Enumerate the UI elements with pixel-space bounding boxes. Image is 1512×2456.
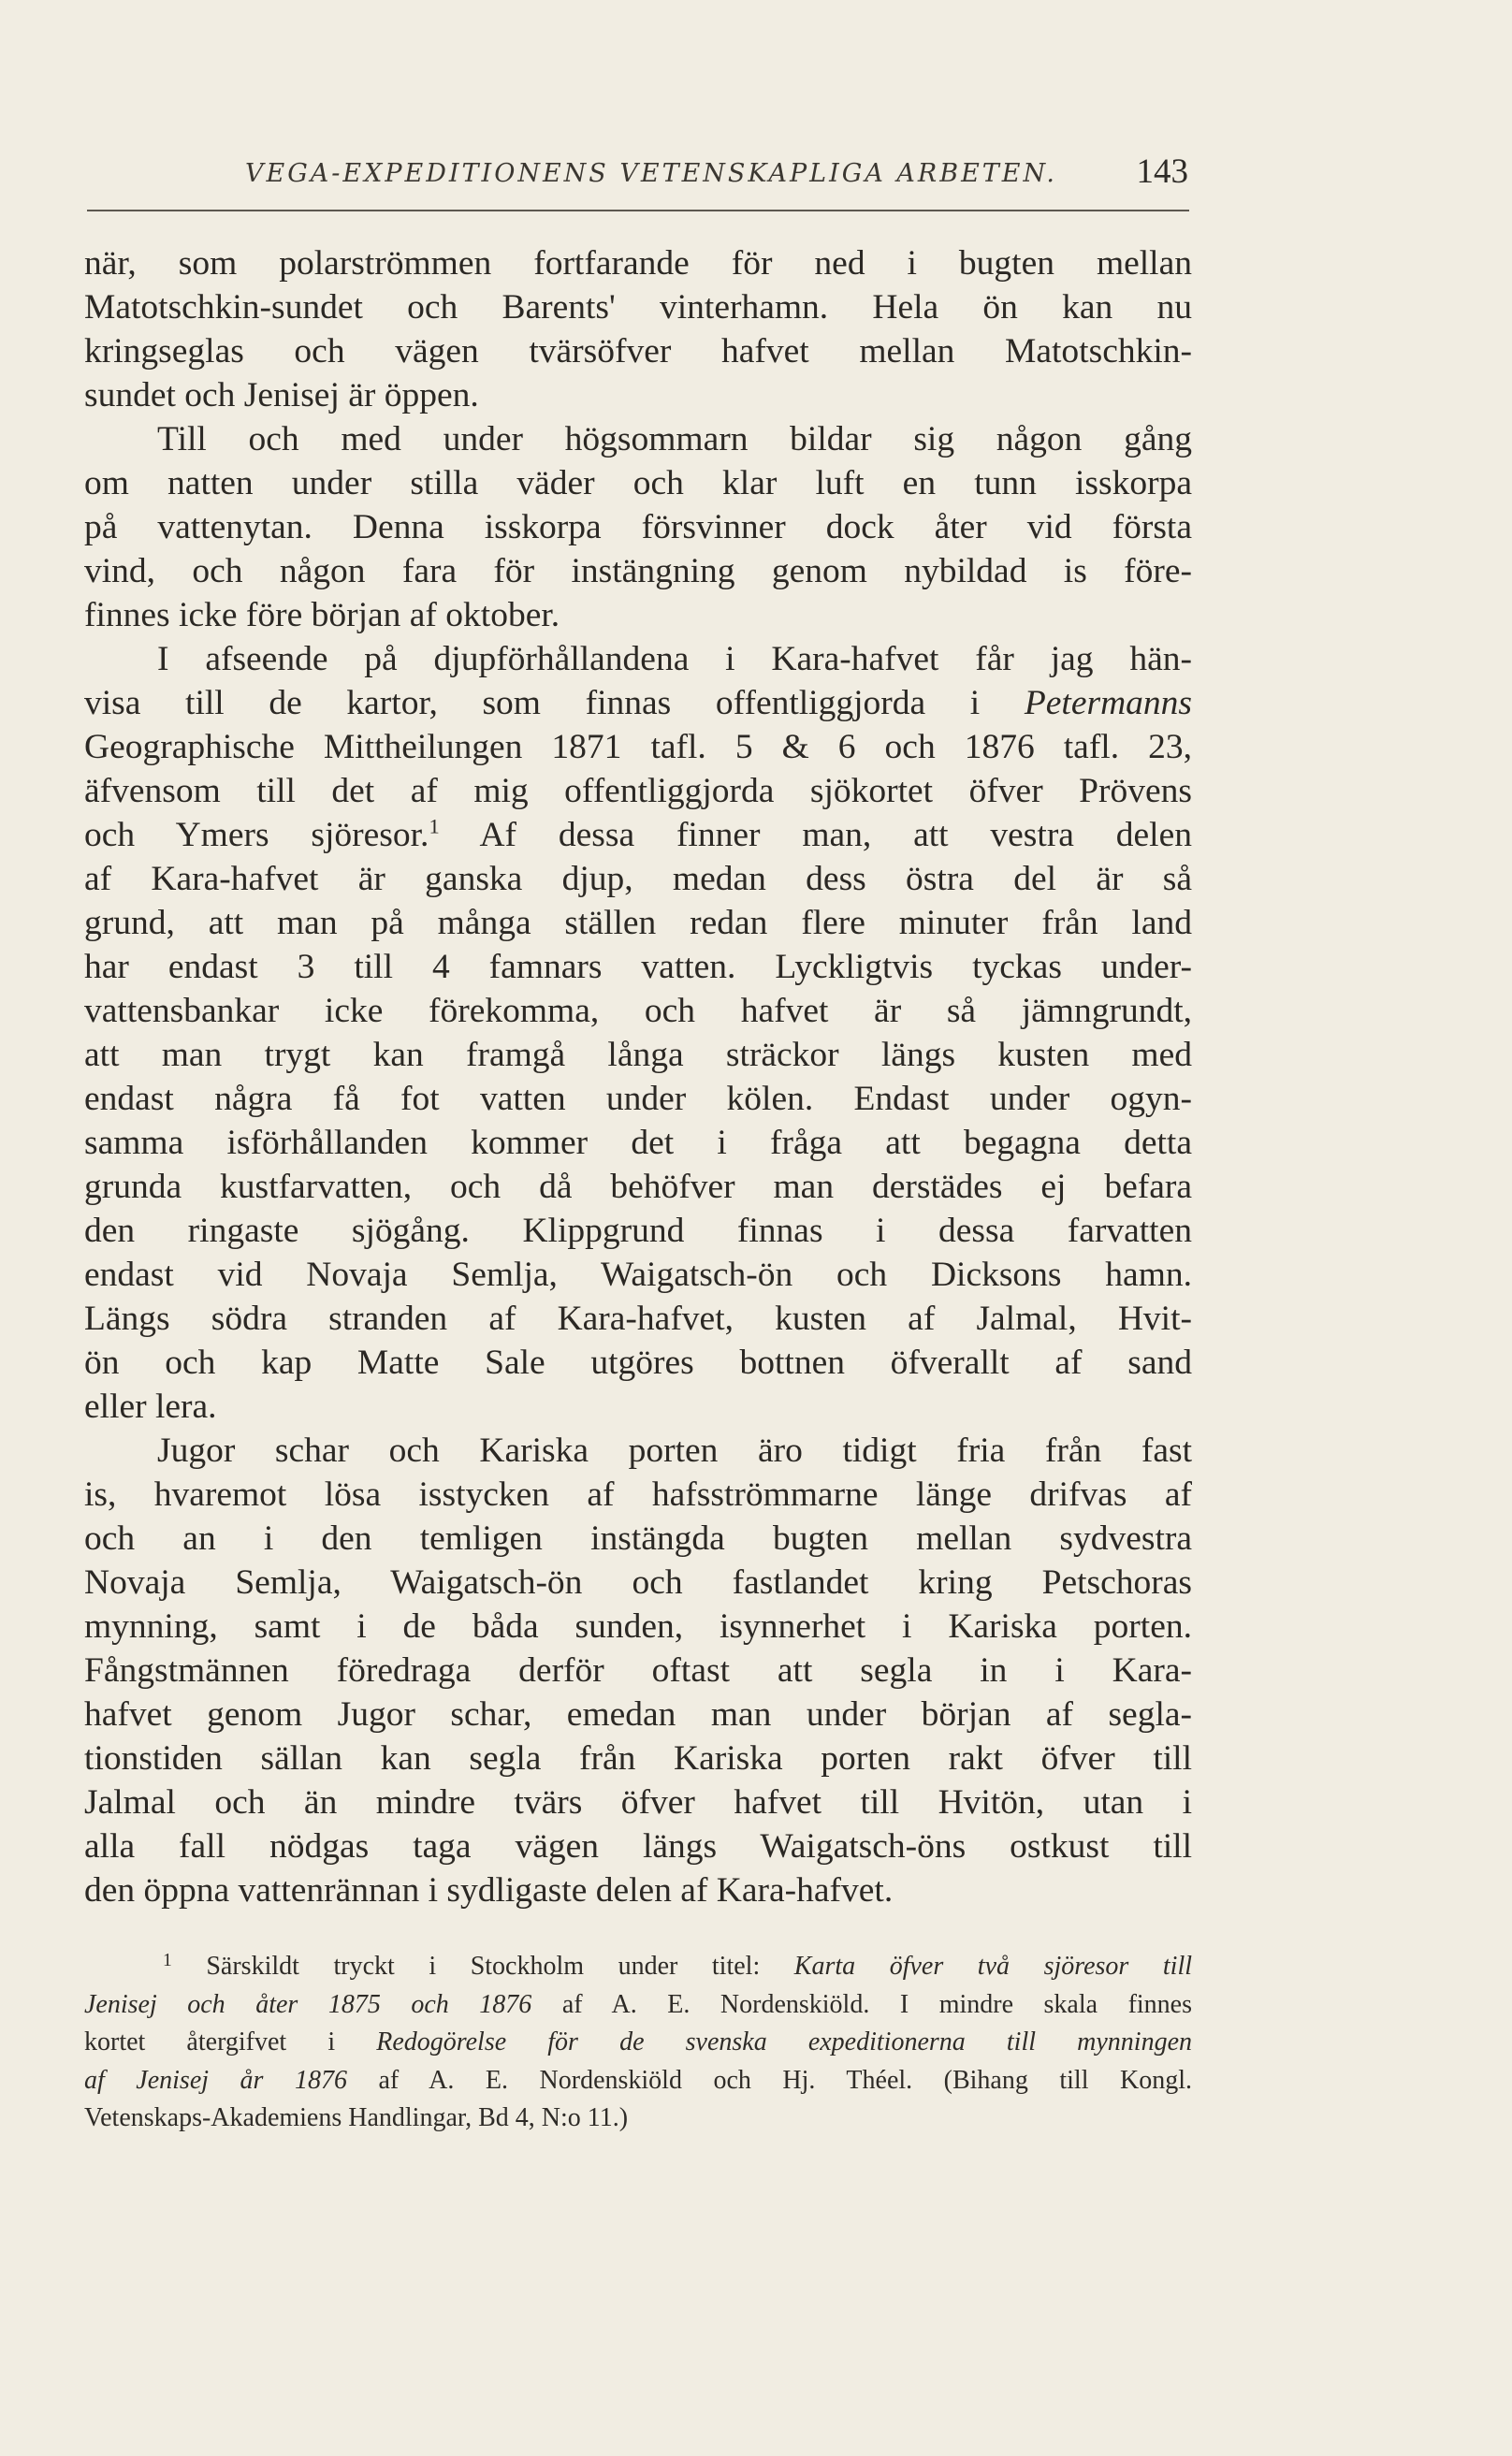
italic-citation: Petermanns xyxy=(1024,684,1193,722)
text-line: hafvet genom Jugor schar, emedan man under början af segla- xyxy=(84,1695,1192,1734)
footnote-reference: 1 xyxy=(429,814,440,838)
paragraph-start-line: Jugor schar och Kariska porten äro tidigt fria från fast xyxy=(157,1431,1192,1470)
text-line: och an i den temligen instängda bugten mellan sydvestra xyxy=(84,1519,1192,1558)
footnote-segment: kortet återgifvet i xyxy=(84,2027,336,2056)
text-line: den ringaste sjögång. Klippgrund finnas i dessa farvatten xyxy=(84,1212,1192,1250)
footnote-line xyxy=(84,2062,1192,2100)
text-line: is, hvaremot lösa isstycken af hafsströmmarne länge drifvas af xyxy=(84,1475,1192,1514)
footnote-segment: Särskildt tryckt i Stockholm under titel: xyxy=(206,1952,761,1981)
header-rule xyxy=(87,210,1189,211)
text-line: Matotschkin-sundet och Barents' vinterhamn. Hela ön kan nu xyxy=(84,288,1192,327)
text-line: äfvensom till det af mig offentliggjorda sjökortet öfver Prövens xyxy=(84,772,1192,810)
footnote-line xyxy=(84,1948,1192,1986)
text-line: af Kara-hafvet är ganska djup, medan dess östra del är så xyxy=(84,860,1192,898)
footnote-line xyxy=(84,2024,1192,2062)
text-line: vind, och någon fara för instängning genom nybildad is före- xyxy=(84,552,1192,590)
footnote-italic-title: Karta öfver två sjöresor till xyxy=(793,1952,1193,1981)
text-line: grunda kustfarvatten, och då behöfver man derstädes ej befara xyxy=(84,1168,1192,1206)
footnote-line xyxy=(84,1986,1192,2025)
text-line: när, som polarströmmen fortfarande för ned i bugten mellan xyxy=(84,244,1192,283)
text-line: den öppna vattenrännan i sydligaste delen af Kara-hafvet. xyxy=(84,1871,894,1910)
paragraph-start-line: I afseende på djupförhållandena i Kara-hafvet får jag hän- xyxy=(157,640,1192,678)
text-line xyxy=(84,681,1192,725)
text-line: sundet och Jenisej är öppen. xyxy=(84,376,479,414)
body-text xyxy=(84,241,1192,1912)
footnote-segment: af A. E. Nordenskiöld. I mindre skala finnes xyxy=(561,1989,1193,2019)
text-line: tionstiden sällan kan segla från Kariska porten rakt öfver till xyxy=(84,1739,1192,1778)
text-segment: och Ymers sjöresor. xyxy=(84,816,429,854)
text-line: Fångstmännen föredraga derför oftast att segla in i Kara- xyxy=(84,1651,1192,1690)
text-line: om natten under stilla väder och klar luft en tunn isskorpa xyxy=(84,464,1192,502)
text-line: ön och kap Matte Sale utgöres bottnen öfverallt af sand xyxy=(84,1344,1192,1382)
text-line: vattensbankar icke förekomma, och hafvet är så jämngrundt, xyxy=(84,992,1192,1030)
text-line: kringseglas och vägen tvärsöfver hafvet mellan Matotschkin- xyxy=(84,332,1192,371)
footnote xyxy=(84,1948,1192,2138)
text-segment: Af dessa finner man, att vestra delen xyxy=(479,816,1192,854)
text-line: grund, att man på många ställen redan flere minuter från land xyxy=(84,904,1192,942)
text-line: Novaja Semlja, Waigatsch-ön och fastlandet kring Petschoras xyxy=(84,1563,1192,1602)
text-line: Jalmal och än mindre tvärs öfver hafvet till Hvitön, utan i xyxy=(84,1783,1192,1822)
footnote-italic-title: Redogörelse för de svenska expeditionerna till mynningen xyxy=(376,2027,1192,2056)
footnote-italic-title: af Jenisej år 1876 xyxy=(84,2065,347,2095)
text-segment: visa till de kartor, som finnas offentliggjorda i xyxy=(84,684,981,722)
footnote-segment: af A. E. Nordenskiöld och Hj. Théel. (Bihang till Kongl. xyxy=(378,2065,1192,2095)
page-number: 143 xyxy=(1136,153,1188,191)
footnote-italic-title: Jenisej och åter 1875 och 1876 xyxy=(84,1989,532,2019)
text-line: Geographische Mittheilungen 1871 tafl. 5 & 6 och 1876 tafl. 23, xyxy=(84,728,1192,766)
text-line: finnes icke före början af oktober. xyxy=(84,596,560,634)
text-line: alla fall nödgas taga vägen längs Waigatsch-öns ostkust till xyxy=(84,1827,1192,1866)
text-line: har endast 3 till 4 famnars vatten. Lyckligtvis tyckas under- xyxy=(84,948,1192,986)
footnote-marker: 1 xyxy=(163,1951,172,1971)
paragraph-start-line: Till och med under högsommarn bildar sig någon gång xyxy=(157,420,1192,458)
text-line xyxy=(84,813,1192,857)
text-line: att man trygt kan framgå långa sträckor längs kusten med xyxy=(84,1036,1192,1074)
text-line: endast några få fot vatten under kölen. Endast under ogyn- xyxy=(84,1080,1192,1118)
text-line: på vattenytan. Denna isskorpa försvinner dock åter vid första xyxy=(84,508,1192,546)
footnote-line: Vetenskaps-Akademiens Handlingar, Bd 4, N:o 11.) xyxy=(84,2103,629,2132)
text-line: Längs södra stranden af Kara-hafvet, kusten af Jalmal, Hvit- xyxy=(84,1300,1192,1338)
text-line: endast vid Novaja Semlja, Waigatsch-ön och Dicksons hamn. xyxy=(84,1256,1192,1294)
text-line: eller lera. xyxy=(84,1388,217,1426)
running-title: VEGA-EXPEDITIONENS VETENSKAPLIGA ARBETEN. xyxy=(245,159,1057,188)
text-line: samma isförhållanden kommer det i fråga att begagna detta xyxy=(84,1124,1192,1162)
text-line: mynning, samt i de båda sunden, isynnerhet i Kariska porten. xyxy=(84,1607,1192,1646)
